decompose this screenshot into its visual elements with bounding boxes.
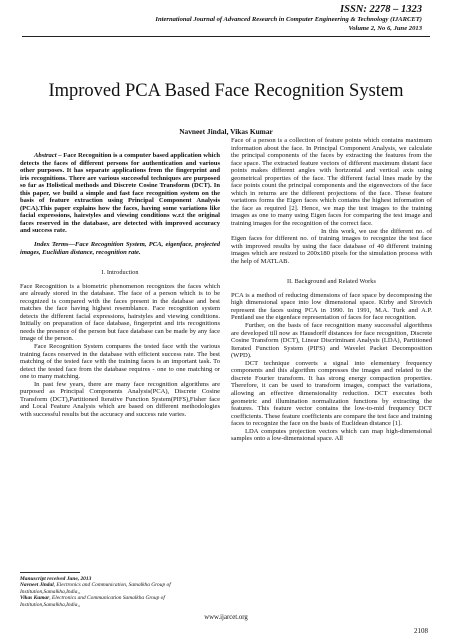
- background-paragraph-4: LDA computes projection vectors which can map high-dimensional samples onto a low-dimensional space. All: [231, 427, 432, 443]
- journal-header: [155, 4, 422, 33]
- author2-affiliation: , Electronics and Communication Samalkha Group of Institution,Samalkha,India,,: [20, 595, 165, 608]
- background-paragraph-1: PCA is a method of reducing dimensions of face space by decomposing the high dimensional space into low dimensional space. Kirby and Sirovich represent the faces using PCA in 1990. In 1991, M.A. Turk and A.P. Pentland use the eigenface representation of faces for face recognition.: [231, 291, 432, 322]
- header-rule: [22, 36, 430, 37]
- author2-name: Vikas Kumar: [20, 595, 50, 602]
- left-column: [20, 152, 220, 419]
- intro-paragraph-3: In past few years, there are many face recognition algorithms are purposed as Principal Components Analysis(PCA), Discrete Cosine Transform (DCT),Partitioned Iterative Function System(PIFS),Fisher face and Local Feature Analysis which are based on different methodologies with successful results but the accuracy and success rate varies.: [20, 380, 220, 418]
- index-terms: Index Terms—Face Recognition System, PCA, eigenface, projected images, Euclidian distance, recognition rate.: [20, 241, 220, 256]
- background-paragraph-3: DCT technique converts a signal into elementary frequency components and this algorithm compresses the images and related to the discrete Fourier transform. It has strong energy compaction properties. Therefore, it can be used to transform images, compact the variations, allowing an effective dimensionality reduction. DCT executes both geometric and illumination normalization functions by extracting the features. This feature vector contains the low-to-mid frequency DCT coefficients. These feature coefficients are compare the test face and training faces to recognize the face on the basis of Euclidean distance [1].: [231, 359, 432, 428]
- right-paragraph-1: Face of a person is a collection of feature points which contains maximum information about the face. In Principal Component Analysis, we calculate the principal components of the faces by extracting the features from the face space. The extracted feature vectors of different maximum distant face points makes different angles with horizontal and vertical axis using geometrical properties of the face. The different facial lines made by the face points count the principal components and the eigenvectors of the face which in returns are the different projections of the face. These feature variations forms the Eigen faces which contains the highest information of the face as required [2]. Hence, we map the test images to the training images as one to many using Eigen faces for comparing the test image and training images for the recognition of the correct face.: [231, 137, 432, 228]
- right-column: [231, 137, 432, 443]
- abstract-label: Abstract: [34, 152, 57, 159]
- intro-paragraph-1: Face Recognition is a biometric phenomenon recognizes the faces which are already stored in the database. The face of a person which is to be recognized is compared with the faces present in the database and best matches the face having highest resemblance. Face recognition system detects the different facial expressions, hairstyles and viewing conditions. Initially on preparation of face database, fingerprint and iris recognitions needs the presence of the person but face database can be made by any face image of the person.: [20, 282, 220, 343]
- section-heading-background: II. Background and Related Works: [286, 278, 377, 286]
- manuscript-received: Manuscript received June, 2013: [20, 576, 92, 582]
- paper-authors: Navneet Jindal, Vikas Kumar: [179, 127, 273, 136]
- abstract-text: – Face Recognition is a computer based application which detects the faces of different persons for authentication and various other purposes. It has separate applications from the fingerprint and iris recognitions. There are various successful techniques are purposed so far as Holistical methods and Discrete Cosine Transform (DCT). In this paper, we build a simple and fast face recognition system on the basis of feature extraction using Principal Component Analysis (PCA).This paper explains how the faces, having some variations like facial expressions, hairstyles and viewing conditions w.r.t the original faces reserved in the database, are detected with improved accuracy and success rate.: [20, 152, 220, 235]
- section-heading-introduction: I. Introduction: [101, 269, 139, 277]
- background-paragraph-2: Further, on the basis of face recognition many successful algorithms are developed till now as Hausdorff distances for face recognition, Discrete Cosine Transform (DCT), Linear Discriminant Analysis (LDA), Partitioned Iterated Function System (PIFS) and Wavelet Packet Decomposition (WPD).: [231, 322, 432, 360]
- intro-paragraph-2: Face Recognition System compares the tested face with the various training faces reserved in the database with efficient success rate. The best matching of the tested face with the training faces is an important task. To detect the tested face from the database requires - one to one matching or one to many matching.: [20, 343, 220, 381]
- right-paragraph-2: In this work, we use the different no. of Eigen faces for different no. of training images to recognize the test face with improved results by using the face database of 40 different training images which are resized to 200x180 pixels for the simulation process with the help of MATLAB.: [231, 227, 432, 265]
- author2-note: [20, 595, 220, 608]
- footer-url: www.ijarcet.org: [204, 614, 248, 621]
- footnotes: [20, 572, 220, 608]
- journal-volume: Volume 2, No 6, June 2013: [348, 24, 422, 32]
- issn: ISSN: 2278 – 1323: [340, 4, 422, 15]
- author1-name: Navneet Jindal: [20, 582, 54, 589]
- page-number: 2108: [414, 627, 428, 635]
- footnote-separator: [20, 572, 80, 573]
- journal-name: International Journal of Advanced Research in Computer Engineering & Technology (IJARCET): [155, 16, 422, 23]
- author1-note: [20, 582, 220, 595]
- paper-title: Improved PCA Based Face Recognition System: [48, 81, 404, 101]
- author1-affiliation: , Electronics and Communication, Samalkha Group of Institution,Samalkha,India,,: [20, 582, 171, 595]
- abstract: [20, 152, 220, 235]
